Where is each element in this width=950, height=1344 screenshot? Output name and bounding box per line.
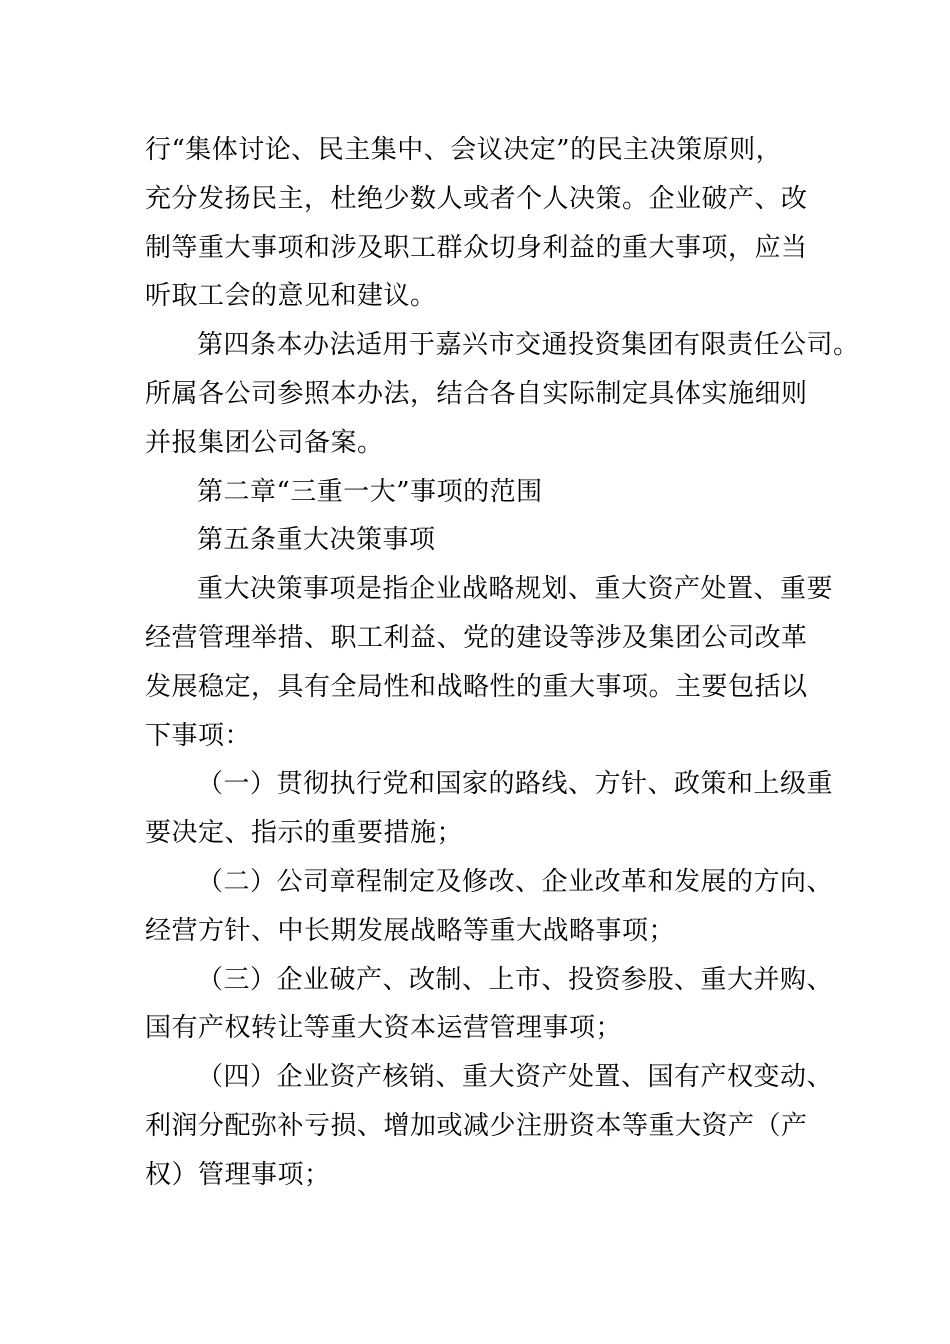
text-line: （三）企业破产、改制、上市、投资参股、重大并购、 [197, 964, 834, 995]
paragraph-article-4 [145, 321, 860, 467]
text-line: 发展稳定，具有全局性和战略性的重大事项。主要包括以 [145, 671, 808, 702]
text-line: 所属各公司参照本办法，结合各自实际制定具体实施细则 [145, 378, 808, 409]
text-line: 要决定、指示的重要措施； [145, 818, 464, 849]
text-line: 权）管理事项； [145, 1159, 331, 1190]
text-line: 行“集体讨论、民主集中、会议决定”的民主决策原则， [145, 135, 783, 165]
text-line: 国有产权转让等重大资本运营管理事项； [145, 1013, 623, 1044]
text-line: 下事项： [145, 720, 252, 751]
document-body [145, 126, 860, 1200]
article-5-heading [145, 516, 825, 565]
text-line: （二）公司章程制定及修改、企业改革和发展的方向、 [197, 866, 834, 897]
text-line: 并报集团公司备案。 [145, 427, 384, 458]
list-item-1 [145, 760, 834, 858]
text-line: 经营管理举措、职工利益、党的建设等涉及集团公司改革 [145, 622, 808, 653]
text-line: 制等重大事项和涉及职工群众切身利益的重大事项，应当 [145, 232, 808, 263]
text-line: 经营方针、中长期发展战略等重大战略事项； [145, 915, 676, 946]
paragraph-major-decision-definition [145, 565, 834, 760]
text-line: 第五条重大决策事项 [197, 525, 436, 556]
text-line: 重大决策事项是指企业战略规划、重大资产处置、重要 [197, 574, 834, 605]
text-line: （一）贯彻执行党和国家的路线、方针、政策和上级重 [197, 769, 834, 800]
text-line: 听取工会的意见和建议。 [145, 281, 437, 312]
text-line: 第四条本办法适用于嘉兴市交通投资集团有限责任公司。 [197, 330, 860, 361]
list-item-2 [145, 858, 834, 956]
text-line: 充分发扬民主，杜绝少数人或者个人决策。企业破产、改 [145, 183, 808, 214]
text-line: 第二章“三重一大”事项的范围 [197, 476, 543, 507]
list-item-3 [145, 956, 834, 1054]
text-line: 利润分配弥补亏损、增加或减少注册资本等重大资产（产 [145, 1110, 808, 1141]
paragraph-decision-principle [145, 126, 825, 321]
chapter-2-heading [145, 468, 825, 517]
text-line: （四）企业资产核销、重大资产处置、国有产权变动、 [197, 1062, 834, 1093]
list-item-4 [145, 1053, 834, 1199]
